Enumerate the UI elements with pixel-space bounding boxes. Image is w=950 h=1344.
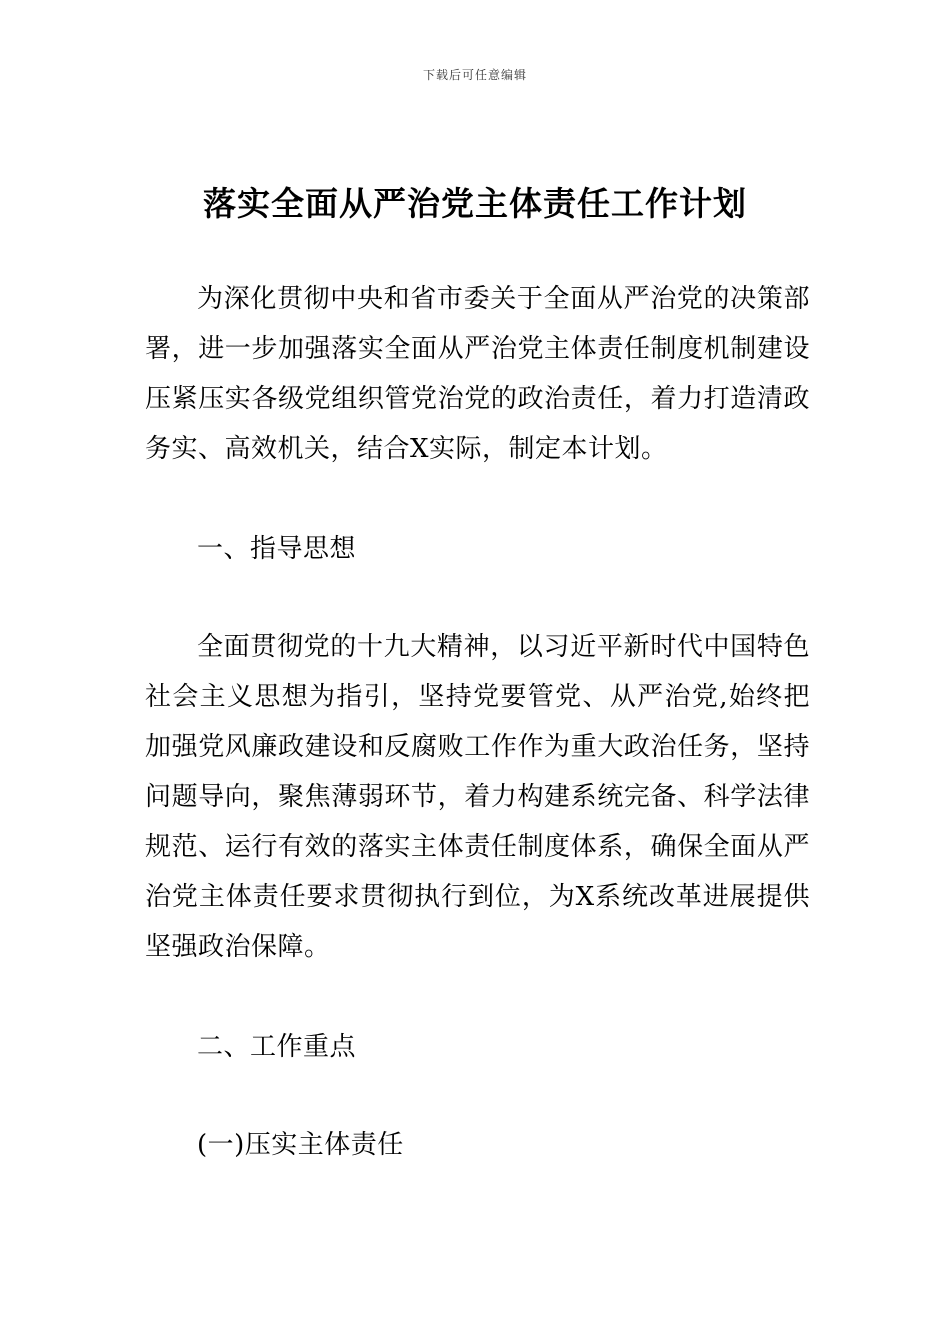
intro-paragraph: 为深化贯彻中央和省市委关于全面从严治党的决策部署，进一步加强落实全面从严治党主体责任制度机制建设压紧压实各级党组织管党治党的政治责任，着力打造清政务实、高效机关，结合X实际，制定本计划。: [145, 284, 810, 464]
document-title: 落实全面从严治党主体责任工作计划: [203, 184, 747, 223]
section-heading-guiding-thought: 一、指导思想: [197, 534, 357, 564]
subsection-heading-responsibility: (一)压实主体责任: [197, 1130, 404, 1160]
header-note: 下载后可任意编辑: [422, 68, 527, 82]
section-heading-work-focus: 二、工作重点: [197, 1032, 357, 1062]
guiding-thought-paragraph: 全面贯彻党的十九大精神，以习近平新时代中国特色社会主义思想为指引，坚持党要管党、从严治党,始终把加强党风廉政建设和反腐败工作作为重大政治任务，坚持问题导向，聚焦薄弱环节，着力构建系统完备、科学法律规范、运行有效的落实主体责任制度体系，确保全面从严治党主体责任要求贯彻执行到位，为X系统改革进展提供坚强政治保障。: [145, 632, 810, 962]
